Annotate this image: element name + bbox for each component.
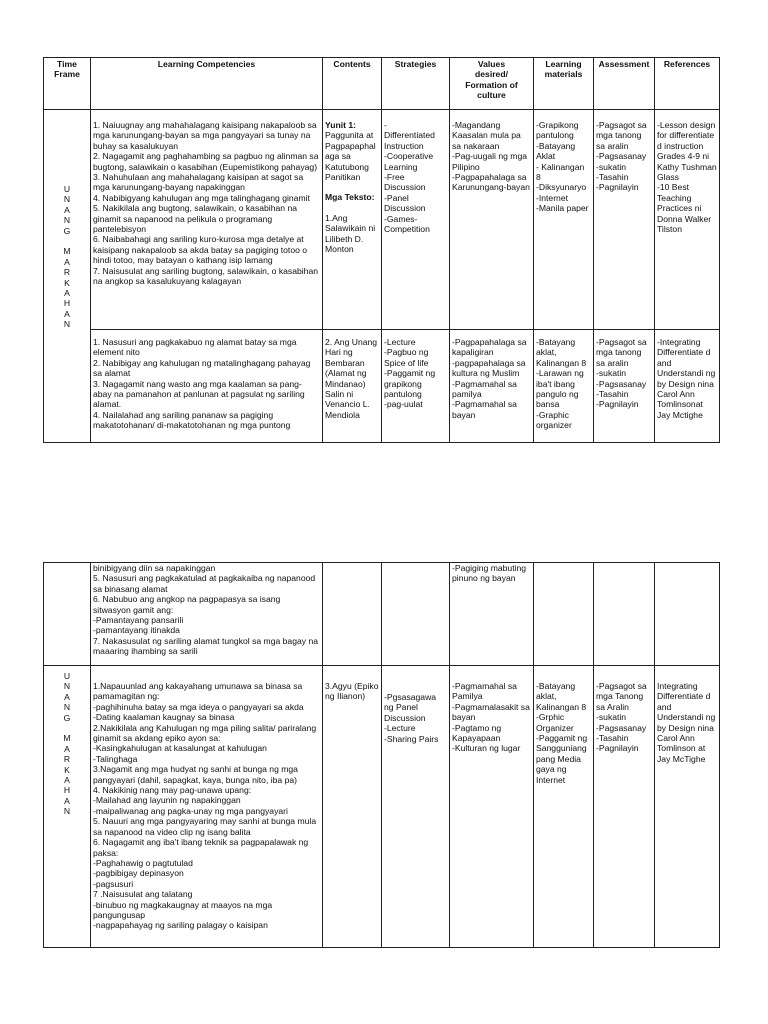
table-row	[44, 330, 720, 443]
unit-name: Paggunita at Pagpapaphal aga sa Katutubong Panitikan	[325, 130, 376, 183]
values-cell: -Pagpapahalaga sa kapaligiran -pagpapahalaga sa kultura ng Muslim -Pagmamahal sa pamilya -Pagmamahal sa bayan	[450, 330, 534, 443]
unit-title: Yunit 1:	[325, 120, 357, 130]
header-learning-competencies: Learning Competencies	[91, 58, 323, 110]
table-row	[44, 110, 720, 330]
assessment-cell: -Pagsagot sa mga tanong sa aralin -sukatin -Pagsasanay -Tasahin -Pagnilayin	[594, 330, 655, 443]
contents-cell	[323, 110, 382, 330]
materials-cell	[534, 563, 594, 666]
strategies-cell	[382, 563, 450, 666]
contents-cell	[323, 563, 382, 666]
assessment-cell	[594, 563, 655, 666]
header-learning-materials: Learning materials	[534, 58, 594, 110]
header-assessment: Assessment	[594, 58, 655, 110]
references-cell: Integrating Differentiate d and Understandi ng by Design nina Carol Ann Tomlinson at Jay McTighe	[655, 666, 720, 948]
materials-cell: -Batayang aklat, Kalinangan 8 -Grphic Organizer -Paggamit ng Sangguniang pang Media gaya ng Internet	[534, 666, 594, 948]
table-row	[44, 563, 720, 666]
values-cell: -Pagmamahal sa Pamilya -Pagmamalasakit sa bayan -Pagtamo ng Kapayapaan -Kulturan ng lugar	[450, 666, 534, 948]
competencies-cell: binibigyang diin sa napakinggan 5. Nasusuri ang pagkakatulad at pagkakaiba ng napanood sa binasang alamat 6. Nabubuo ang angkop na pagpapasya sa isang sitwasyon gamit ang: -Pamantayang pansarili -pamantayang itinakda 7. Nakasusulat ng sariling alamat tungkol sa mga bagay na maaaring ihambing sa sarili	[91, 563, 323, 666]
references-cell	[655, 563, 720, 666]
competencies-cell: 1. Naiuugnay ang mahahalagang kaisipang nakapaloob sa mga karunungang-bayan sa mga pangyayari sa tunay na buhay sa kasalukuyan 2. Nagagamit ang paghahambing sa pagbuo ng alinman sa bugtong, salawikain o kasabihan (Eupemistikong pahayag) 3. Nahuhulaan ang mahahalagang kaisipan at sagot sa mga karunungang-bayang napakinggan 4. Nabibigyang kahulugan ang mga talinghagang ginamit 5. Nakikilala ang bugtong, salawikain, o kasabihan na ginamit sa napanood na pelikula o programang pantelebisyon 6. Naibabahagi ang sariling kuro-kurosa mga detalye at kaisipang nakapaloob sa akda batay sa pagiging totoo o hindi totoo, may batayan o kathang isip lamang 7. Naisusulat ang sariling bugtong, salawikain, o kasabihan na angkop sa kasalukuyang kalagayan	[91, 110, 323, 330]
references-cell: -Integrating Differentiate d and Understandi ng by Design nina Carol Ann Tomlinsonat Jay Mctighe	[655, 330, 720, 443]
header-contents: Contents	[323, 58, 382, 110]
header-time-frame: Time Frame	[44, 58, 91, 110]
competencies-cell: 1. Nasusuri ang pagkakabuo ng alamat batay sa mga element nito 2. Nabibigay ang kahulugan ng matalinghagang pahayag sa alamat 3. Nagagamit nang wasto ang mga kaalaman sa pang-abay na pamanahon at panlunan at pagsulat ng sariling alamat. 4. Nailalahad ang sariling pananaw sa pagiging makatotohanan/ di-makatotohanan ng mga puntong	[91, 330, 323, 443]
table-row	[44, 666, 720, 948]
curriculum-table-page-2	[43, 562, 720, 948]
strategies-cell: - Differentiated Instruction -Cooperative Learning -Free Discussion -Panel Discussion -Games-Competition	[382, 110, 450, 330]
contents-cell: 2. Ang Unang Hari ng Bembaran (Alamat ng Mindanao) Salin ni Venancio L. Mendiola	[323, 330, 382, 443]
references-cell: -Lesson design for differentiate d instruction Grades 4-9 ni Kathy Tushman Glass -10 Best Teaching Practices ni Donna Walker Tilston	[655, 110, 720, 330]
time-frame-cell: U N A N G M A R K A H A N	[44, 110, 91, 443]
strategies-cell: -Pgsasagawa ng Panel Discussion -Lecture -Sharing Pairs	[382, 666, 450, 948]
assessment-cell: -Pagsagot sa mga Tanong sa Aralin -sukatin -Pagsasanay -Tasahin -Pagnilayin	[594, 666, 655, 948]
header-strategies: Strategies	[382, 58, 450, 110]
assessment-cell: -Pagsagot sa mga tanong sa aralin -Pagsasanay -sukatin -Tasahin -Pagnilayin	[594, 110, 655, 330]
texts-label: Mga Teksto:	[325, 192, 375, 203]
materials-cell: -Grapikong pantulong -Batayang Aklat - Kalinangan 8 -Diksyunaryo -Internet -Manila paper	[534, 110, 594, 330]
text-item: 1.Ang Salawikain ni Lilibeth D. Monton	[325, 212, 376, 255]
header-row	[44, 58, 720, 110]
materials-cell: -Batayang aklat, Kalinangan 8 -Larawan ng iba't ibang pangulo ng bansa -Graphic organizer	[534, 330, 594, 443]
strategies-cell: -Lecture -Pagbuo ng Spice of life -Paggamit ng grapikong pantulong -pag-uulat	[382, 330, 450, 443]
values-cell: -Magandang Kaasalan mula pa sa nakaraan -Pag-uugali ng mga Pilipino -Pagpapahalaga sa Karunungang-bayan	[450, 110, 534, 330]
competencies-cell: 1.Napauunlad ang kakayahang umunawa sa binasa sa pamamagitan ng: -paghihinuha batay sa mga ideya o pangyayari sa akda -Dating kaalaman kaugnay sa binasa 2.Nakikilala ang Kahulugan ng mga piling salita/ pariralang ginamit sa akdang epiko ayon sa: -Kasingkahulugan at kasalungat at kahulugan -Talinghaga 3.Nagamit ang mga hudyat ng sanhi at bunga ng mga pangyayari (dahil, sapagkat, kaya, bunga nito, iba pa) 4. Nakikinig nang may pag-unawa upang: -Mailahad ang layunin ng napakinggan -maipaliwanag ang pagka-unay ng mga pangyayari 5. Nauuri ang mga pangyayaring may sanhi at bunga mula sa napanood na video clip ng isang balita 6. Nagagamit ang iba't ibang teknik sa pagpapalawak ng paksa: -Paghahawig o pagtutulad -pagbibigay depinasyon -pagsusuri 7 .Naisusulat ang talatang -binubuo ng magkakaugnay at maayos na mga pangungusap -nagpapahayag ng sariling palagay o kaisipan	[91, 666, 323, 948]
values-cell: -Pagiging mabuting pinuno ng bayan	[450, 563, 534, 666]
time-frame-cell	[44, 563, 91, 666]
contents-cell: 3.Agyu (Epiko ng Ilianon)	[323, 666, 382, 948]
time-frame-cell: U N A N G M A R K A H A N	[44, 666, 91, 948]
header-values: Values desired/ Formation of culture	[450, 58, 534, 110]
header-references: References	[655, 58, 720, 110]
curriculum-table-page-1	[43, 57, 720, 443]
